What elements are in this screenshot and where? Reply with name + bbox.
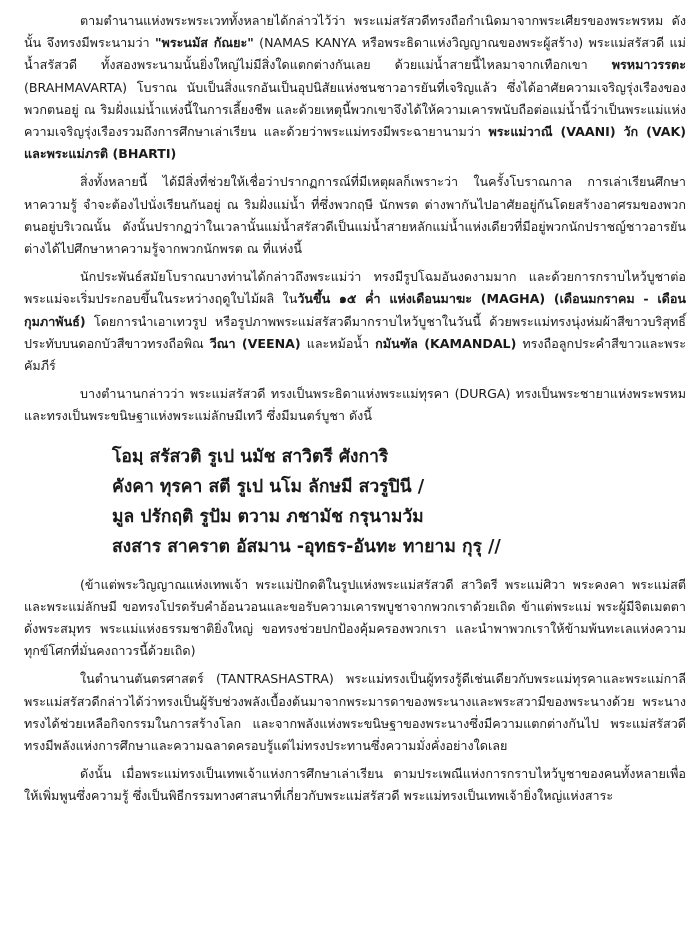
paragraph-2: สิ่งทั้งหลายนี้ ได้มีสิ่งที่ช่วยให้เชื่อว่าปรากฏการณ์ที่มีเหตุผลก็เพราะว่า ในครั้งโบราณกาล การเล่าเรียนศึกษาหาความรู้ จำจะต้องไปนั่งเรียนกันอยู่ ณ ริมฝั่งแม่น้ำ ที่ซึ่งพวกฤษี นักพรต ต่างพากันไปอาศัยอยู่กันโดยสร้างอาศรมของพวกตนอยู่บริเวณนั้น ดังนั้นปรากฏว่าในเวลานั้นแม่น้ำสรัสวดีเป็นแม่น้ำสายหลักแม่น้ำแห่งเดียวที่มีอยู่พวกนักปราชญ์ชาวอารยันต่างได้ไปศึกษาหาความรู้จากพวกนักพรต ณ ที่แห่งนี้ [24,174,686,257]
paragraph-3-bold-3: กมันฑัล (KAMANDAL) [375,335,517,351]
paragraph-5: (ข้าแต่พระวิญญาณแห่งเทพเจ้า พระแม่ปักดติในรูปแห่งพระแม่สรัสวดี สาวิตรี พระแม่ศิวา พระคงคา พระแม่สตี และพระแม่ลักษมี ขอทรงโปรดรับคำอ้อนวอนและขอรับความเคารพบูชาจากพวกเราด้วยเถิด ข้าแต่พระแม่ พระผู้มีจิตเมตตาดั่งพระสมุทร พระแม่แห่งธรรมชาติยิ่งใหญ่ ขอทรงช่วยปกป้องคุ้มครองพวกเรา และนำพาพวกเราให้ข้ามพ้นทะเลแห่งความทุกข์โศกที่มั่นคงถาวรนี้ด้วยเถิด) [24,576,686,659]
mantra-line: โอมฺ สรัสวติ รูเป นมัช สาวิตรี ศังการิ [112,446,389,467]
mantra-verse [112,442,686,562]
paragraph-1-bold-1: "พระนมัส กัณยะ" [155,35,254,51]
paragraph-3-text-4: ทรงถือลูกประคำสีขาวและพระคัมภีร์ [24,335,686,374]
paragraph-3-text-1: นักประพันธ์สมัยโบราณบางท่านได้กล่าวถึงพระแม่ว่า ทรงมีรูปโฉมอันงดงามมาก และด้วยการกราบไหว้บูชาต่อพระแม่จะเริ่มประกอบขึ้นในระหว่างฤดูใบไม้ผลิ ใน [24,269,686,307]
paragraph-1-text-3: (BRAHMAVARTA) โบราณ นับเป็นสิ่งแรกอันเป็นอุปนิสัยแห่งชนชาวอารยันที่เจริญแล้ว ซึ่งได้อาศัยความเจริญรุ่งเรืองของพวกตนอยู่ ณ ริมฝั่งแม่น้ำแห่งนี้ในการเลี้ยงชีพ และด้วยเหตุนี้พวกเขาจึงได้ให้ความเคารพนับถือต่อแม่น้ำนี้ว่าเป็นพระแม่แห่งความเจริญรุ่งเรืองรวมถึงการศึกษาเล่าเรียน และด้วยว่าพระแม่ทรงมีพระฉายานามว่า [24,79,686,140]
paragraph-6: ในตำนานตันตรศาสตร์ (TANTRASHASTRA) พระแม่ทรงเป็นผู้ทรงรู้ดีเช่นเดียวกับพระแม่ทุรคาและพระแม่กาลี พระแม่สรัสวดีกล่าวได้ว่าทรงเป็นผู้รับช่วงพลังเบื้องต้นมาจากพระมารดาของพระนางและพระสวามีของพระนางด้วย พระนางทรงได้ช่วยเหลือกิจกรรมในการสร้างโลก และจากพลังแห่งพระขนิษฐาของพระนางซึ่งมีความแตกต่างกันไป พระแม่สรัสวดีทรงมีพลังแห่งการศึกษาและความฉลาดครอบรู้แต่ไม่ทรงประทานซึ่งความมั่งคั่งอย่างใดเลย [24,671,686,754]
paragraph-1-bold-3: พระแม่วาณี (VAANI) วัก (VAK) และพระแม่ภรติ (BHARTI) [24,124,686,162]
mantra-line: มูล ปรักฤติ รูปัม ตวาม ภชามัช กรุนามวัม [112,506,424,527]
paragraph-3-text-3: และหม้อน้ำ [300,335,376,351]
paragraph-3 [24,266,686,377]
paragraph-1-bold-2: พรหมาวรรตะ [611,57,686,73]
paragraph-1-text-1: ตามตำนานแห่งพระพระเวททั้งหลายได้กล่าวไว้ว่า พระแม่สรัสวดีทรงถือกำเนิดมาจากพระเศียรของพระพรหม ดังนั้น จึงทรงมีพระนามว่า [24,13,686,51]
paragraph-1 [24,10,686,165]
mantra-line: คังคา ทุรคา สตี รูเป นโม ลักษมี สวรูปินี / [112,476,425,497]
paragraph-4: บางตำนานกล่าวว่า พระแม่สรัสวดี ทรงเป็นพระธิดาแห่งพระแม่ทุรคา (DURGA) ทรงเป็นพระชายาแห่งพระพรหม และทรงเป็นพระขนิษฐาแห่งพระแม่ลักษมีเทวี ซึ่งมีมนตร์บูชา ดังนี้ [24,386,686,424]
mantra-line: สงสาร สาคราต อัสมาน -อุทธร-อันทะ ทายาม กุรุ // [112,536,501,557]
paragraph-1-text-2: (NAMAS KANYA หรือพระธิดาแห่งวิญญาณของพระผู้สร้าง) พระแม่สรัสวดี แม่น้ำสรัสวดี ทั้งสองพระนามนั้นยิ่งใหญ่ไม่มีสิ่งใดแตกต่างกันเลย ด้วยแม่น้ำสายนี้ไหลมาจากเทือกเขา [24,35,686,73]
paragraph-7: ดังนั้น เมื่อพระแม่ทรงเป็นเทพเจ้าแห่งการศึกษาเล่าเรียน ตามประเพณีแห่งการกราบไหว้บูชาของคนทั้งหลายเพื่อให้เพิ่มพูนซึ่งความรู้ ซึ่งเป็นพิธีกรรมทางศาสนาที่เกี่ยวกับพระแม่สรัสวดี พระแม่ทรงเป็นเทพเจ้ายิ่งใหญ่แห่งสาระ [24,766,686,804]
paragraph-3-bold-2: วีณา (VEENA) [209,335,301,351]
paragraph-3-text-2: โดยการนำเอาเทวรูป หรือรูปภาพพระแม่สรัสวดีมากราบไหว้บูชาในวันนี้ ด้วยพระแม่ทรงนุ่งห่มผ้าสีขาวบริสุทธิ์ประทับบนดอกบัวสีขาวทรงถือพิณ [24,313,686,351]
paragraph-3-bold-1: วันขึ้น ๑๕ ค่ำ แห่งเดือนมาฆะ (MAGHA) (เดือนมกราคม - เดือนกุมภาพันธ์) [24,291,686,329]
